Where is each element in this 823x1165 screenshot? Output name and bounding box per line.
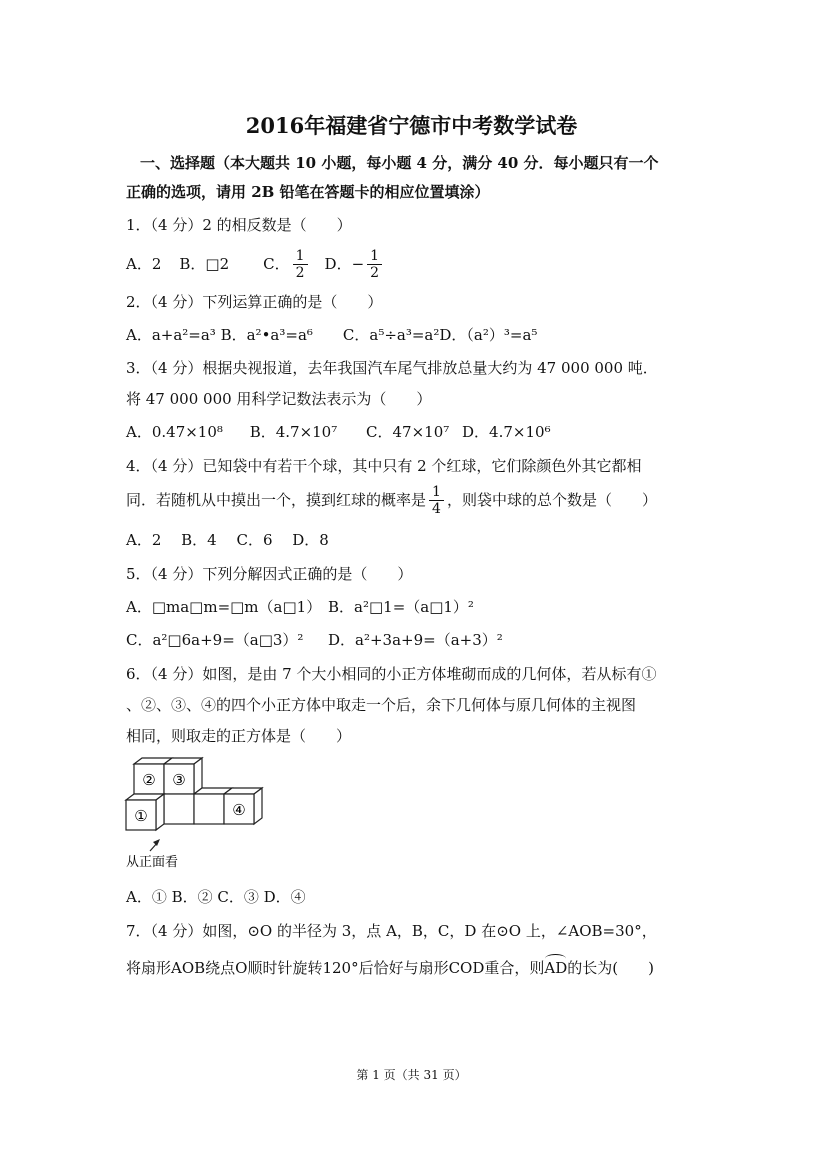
q6-options: A．① B．② C．③ D．④ [126,888,306,906]
q2-options: A．a+a²=a³ B．a²•a³=a⁶ C．a⁵÷a³=a²D．（a²）³=a⁵ [126,326,538,344]
q1-option-d-fraction [367,248,382,281]
q4-stem-line2 [126,480,657,520]
q3-option-c: C．47×10⁷ [366,423,450,441]
q1-d-numerator: 1 [367,248,382,265]
q1-option-b: B．□2 [179,255,230,273]
cube-1-side [156,794,164,830]
q1-stem: 1．（4 分）2 的相反数是（ ） [126,216,352,234]
cube-4-side [254,788,262,824]
page-title: 2016年福建省宁德市中考数学试卷 [245,113,578,138]
q4-stem-post: ，则袋中球的总个数是（ ） [446,491,657,509]
q1-option-c-fraction [293,248,308,281]
q5-option-c: C．a²□6a+9=（a□3）² [126,631,304,649]
q3-option-b: B．4.7×10⁷ [249,423,338,441]
q1-c-denominator: 2 [295,264,305,281]
view-arrow-head [153,839,160,846]
q3-stem-line1: 3．（4 分）根据央视报道，去年我国汽车尾气排放总量大约为 47 000 000 吨． [126,359,658,377]
q5-stem: 5．（4 分）下列分解因式正确的是（ ） [126,565,413,583]
cube-5-front [194,794,224,824]
cube-label-2: ② [142,771,156,789]
q2-stem: 2．（4 分）下列运算正确的是（ ） [126,293,383,311]
q7-stem-line1: 7．（4 分）如图，⊙O 的半径为 3，点 A，B，C，D 在⊙O 上，∠AOB=30°， [126,922,657,940]
q7-arc-ad: AD [544,959,568,977]
section-heading-line2: 正确的选项，请用 2B 铅笔在答题卡的相应位置填涂） [126,183,490,201]
q7-stem-post: 的长为( ) [567,959,654,977]
q7-stem-pre: 将扇形AOB绕点O顺时针旋转120°后恰好与扇形COD重合，则 [126,959,545,977]
q5-option-b: B．a²□1=（a□1）² [328,598,474,616]
q1-d-denominator: 2 [370,264,380,281]
q4-denominator: 4 [432,500,441,517]
q6-stem-line1: 6．（4 分）如图，是由 7 个大小相同的小正方体堆砌而成的几何体，若从标有① [126,665,657,683]
q3-stem-line2: 将 47 000 000 用科学记数法表示为（ ） [126,390,432,408]
q6-stem-line3: 相同，则取走的正方体是（ ） [126,727,352,745]
q6-stem-line2: 、②、③、④的四个小正方体中取走一个后，余下几何体与原几何体的主视图 [126,696,637,714]
q1-options [126,244,385,284]
q3-options [126,422,551,442]
q1-option-a: A．2 [126,255,162,273]
cube-label-4: ④ [232,801,246,819]
cube-6-front [164,794,194,824]
q1-option-c-label: C． [263,255,290,273]
q4-stem-pre: 同．若随机从中摸出一个，摸到红球的概率是 [126,491,427,509]
q6-cube-figure [118,756,278,871]
q6-figure-caption: 从正面看 [126,855,179,870]
q1-c-numerator: 1 [293,248,308,265]
q4-stem-line1: 4．（4 分）已知袋中有若干个球，其中只有 2 个红球，它们除颜色外其它都相 [126,457,642,475]
q3-option-a: A．0.47×10⁸ [126,423,223,441]
cube-label-3: ③ [172,771,186,789]
q4-numerator: 1 [429,484,444,501]
q7-stem-line2 [126,958,654,978]
page-footer: 第 1 页（共 31 页） [356,1068,467,1082]
q4-fraction [429,484,444,517]
section-heading-line1: 一、选择题（本大题共 10 小题，每小题 4 分，满分 40 分．每小题只有一个 [140,154,659,172]
q4-options: A．2 B．4 C．6 D．8 [126,531,329,549]
q3-option-d: D．4.7×10⁶ [462,423,551,441]
q1-option-d-label: D．− [324,255,365,273]
cube-label-1: ① [134,807,148,825]
q5-option-a: A．□ma□m=□m（a□1） [126,598,322,616]
q5-option-d: D．a²+3a+9=（a+3）² [328,631,503,649]
